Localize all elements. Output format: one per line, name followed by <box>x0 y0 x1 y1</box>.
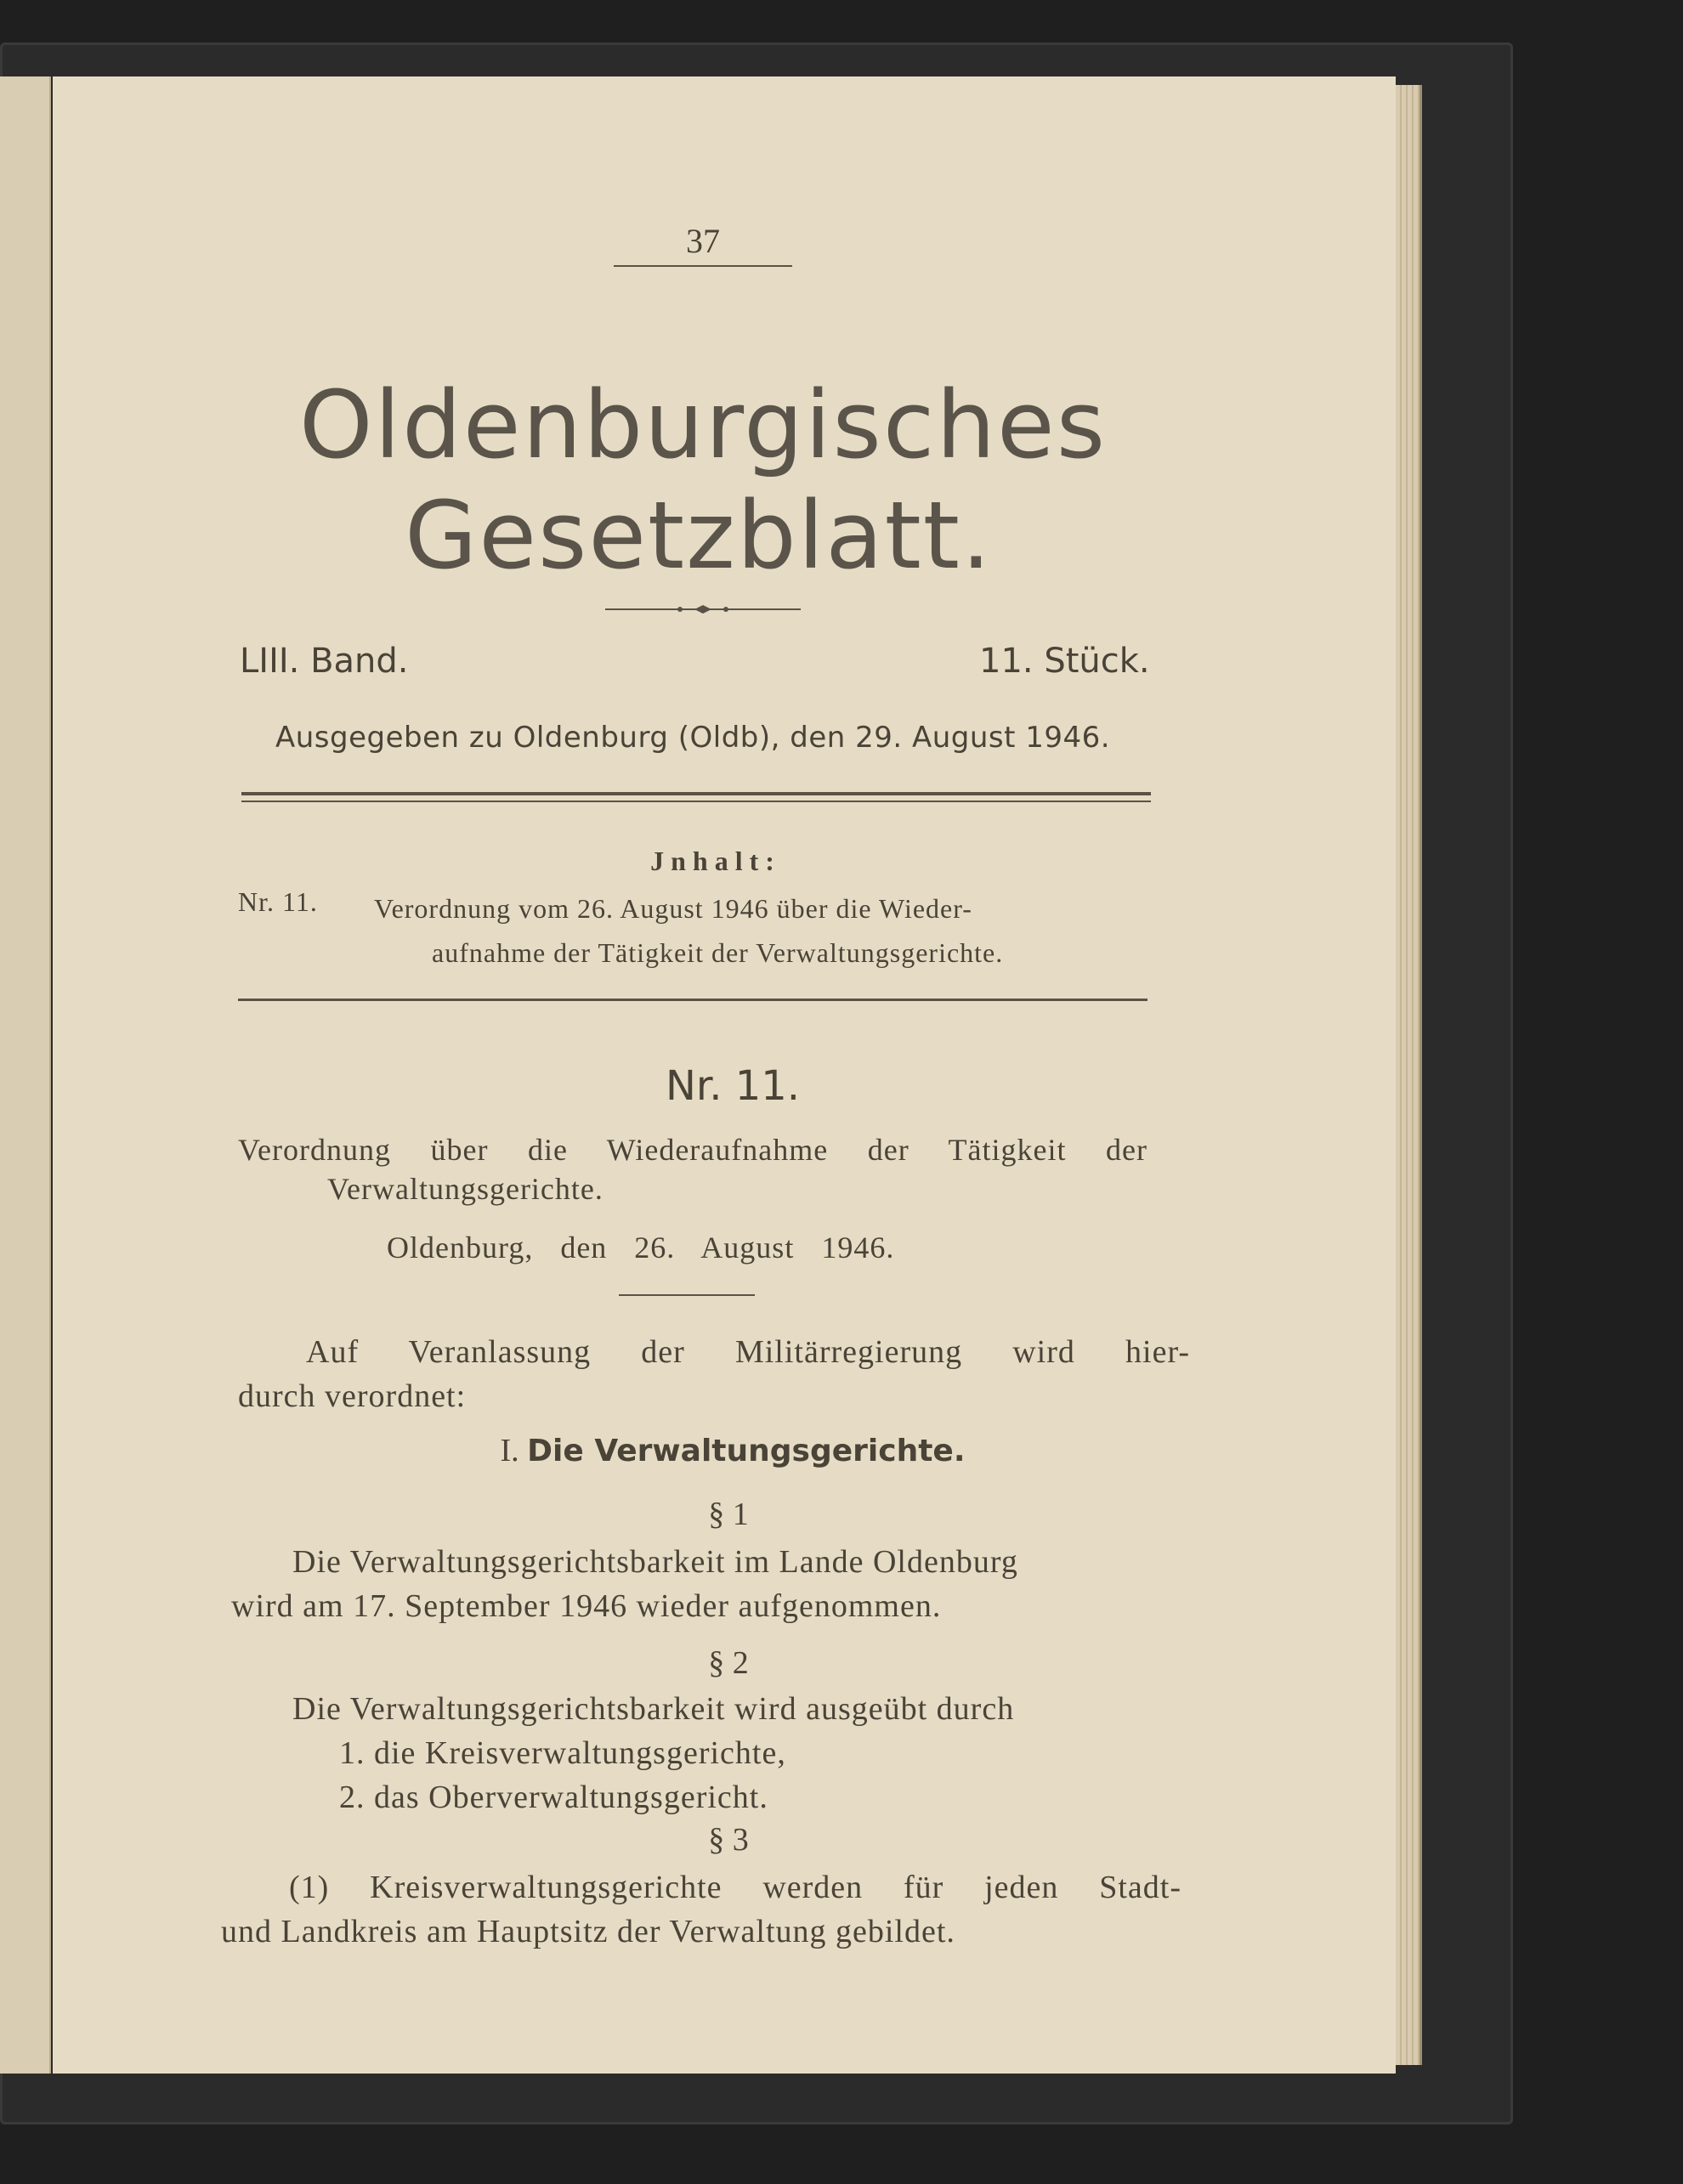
document-page <box>53 76 1396 2074</box>
double-rule-top <box>241 792 1151 795</box>
contents-heading: Jnhalt: <box>650 846 781 876</box>
paragraph-3 <box>221 1865 1182 1954</box>
paragraph-2-item2: 2. das Oberverwaltungsgericht. <box>339 1779 768 1815</box>
issue-label: 11. Stück. <box>979 642 1150 681</box>
paragraph-1 <box>231 1540 1192 1628</box>
double-rule-bottom <box>241 801 1151 802</box>
section-number: I. <box>500 1433 519 1468</box>
page-number: 37 <box>686 222 720 260</box>
paragraph-1-line1: Die Verwaltungsgerichtsbarkeit im Lande Oldenburg <box>292 1544 1018 1580</box>
paragraph-2-line1: Die Verwaltungsgerichtsbarkeit wird ausgeübt durch <box>292 1691 1015 1727</box>
paragraph-2-item1: 1. die Kreisverwaltungsgerichte, <box>339 1735 786 1771</box>
page-number-rule <box>614 265 792 267</box>
masthead-title-line2: Gesetzblatt. <box>405 481 993 590</box>
contents-number: Nr. 11. <box>238 886 318 917</box>
preamble-line1: Auf Veranlassung der Militärregierung wird hier- <box>306 1334 1190 1370</box>
masthead-title-line1: Oldenburgisches <box>298 371 1108 479</box>
contents-entry-line1: Verordnung vom 26. August 1946 über die Wieder- <box>374 893 972 924</box>
contents-rule <box>238 999 1148 1001</box>
ornament-divider <box>605 603 801 615</box>
section-title: Die Verwaltungsgerichte. <box>527 1434 966 1468</box>
preamble <box>238 1330 1190 1418</box>
preamble-line2: durch verordnet: <box>238 1378 467 1414</box>
section-heading <box>53 1432 1413 1469</box>
paragraph-3-line1: (1) Kreisverwaltungsgerichte werden für jeden Stadt- <box>289 1870 1182 1905</box>
paragraph-2 <box>231 1687 1192 1819</box>
paragraph-sign-2: § 2 <box>708 1645 749 1681</box>
contents-entry <box>374 886 1148 975</box>
issue-date-line: Ausgegeben zu Oldenburg (Oldb), den 29. August 1946. <box>275 721 1111 755</box>
ordinance-place-date: Oldenburg, den 26. August 1946. <box>387 1231 895 1265</box>
ordinance-short-rule <box>619 1294 755 1296</box>
paragraph-sign-1: § 1 <box>708 1497 749 1532</box>
ordinance-number: Nr. 11. <box>665 1062 801 1110</box>
ordinance-title-line2: Verwaltungsgerichte. <box>327 1172 604 1206</box>
contents-entry-line2: aufnahme der Tätigkeit der Verwaltungsgerichte. <box>432 937 1004 968</box>
facing-page-edge <box>0 76 51 2074</box>
paragraph-3-line2: und Landkreis am Hauptsitz der Verwaltung gebildet. <box>221 1914 955 1949</box>
volume-label: LIII. Band. <box>240 642 409 681</box>
paragraph-sign-3: § 3 <box>708 1822 749 1858</box>
paragraph-1-line2: wird am 17. September 1946 wieder aufgenommen. <box>231 1588 942 1624</box>
ordinance-title-line1: Verordnung über die Wiederaufnahme der Tätigkeit der <box>238 1133 1148 1167</box>
